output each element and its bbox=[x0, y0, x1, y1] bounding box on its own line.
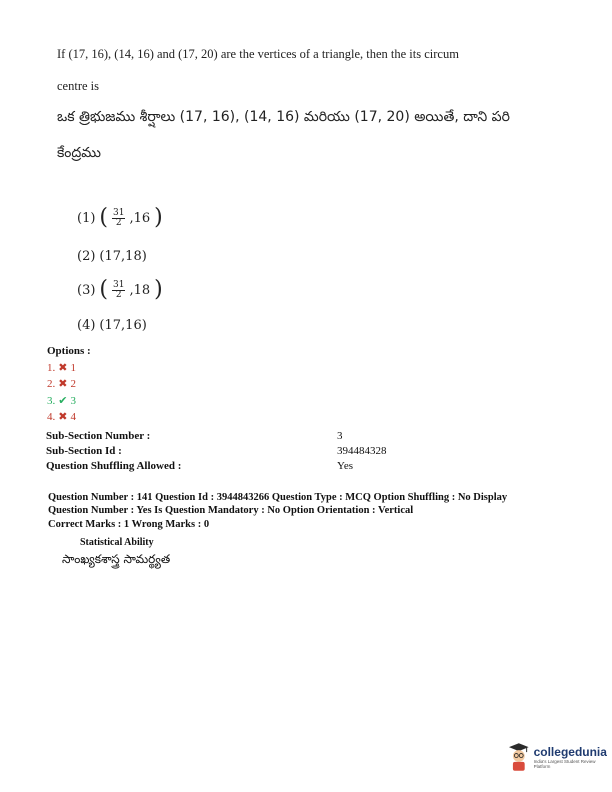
choice-number: (3) bbox=[77, 282, 96, 298]
choice-number: (4) bbox=[77, 318, 96, 333]
collegedunia-logo bbox=[508, 742, 612, 772]
option-item bbox=[47, 410, 76, 423]
question-text-english-line1: If (17, 16), (14, 16) and (17, 20) are the vertices of a triangle, then the its circum bbox=[57, 47, 459, 61]
sub-section-id-value: 394484328 bbox=[337, 445, 387, 457]
question-shuffling-label: Question Shuffling Allowed : bbox=[46, 460, 182, 472]
choice-rest: ,18 bbox=[129, 282, 151, 298]
question-text-telugu-line1: ఒక త్రిభుజము శీర్షాలు (17, 16), (14, 16) మరియు (17, 20) అయితే, దాని పరి bbox=[57, 109, 510, 125]
sub-section-id-label: Sub-Section Id : bbox=[46, 445, 122, 457]
option-value: 1 bbox=[70, 361, 76, 374]
question-marks: Correct Marks : 1 Wrong Marks : 0 bbox=[48, 519, 210, 530]
question-text-english-line2: centre is bbox=[57, 79, 99, 93]
section-title-english: Statistical Ability bbox=[80, 537, 154, 548]
choice-4 bbox=[77, 318, 147, 333]
choice-2 bbox=[77, 249, 147, 264]
choice-1 bbox=[77, 207, 163, 229]
paren-close: ) bbox=[154, 205, 163, 230]
mascot-icon bbox=[508, 742, 530, 772]
choice-number: (1) bbox=[77, 210, 96, 226]
option-item bbox=[47, 377, 76, 390]
wrong-mark-icon: ✖ bbox=[58, 362, 68, 374]
fraction-numerator: 31 bbox=[113, 207, 125, 218]
wrong-mark-icon: ✖ bbox=[58, 411, 68, 423]
option-index: 1. bbox=[47, 361, 56, 374]
paren-open: ( bbox=[99, 277, 109, 302]
option-item bbox=[47, 361, 76, 374]
fraction bbox=[112, 281, 125, 300]
fraction-numerator: 31 bbox=[113, 279, 125, 290]
choice-number: (2) bbox=[77, 249, 96, 264]
option-value: 2 bbox=[70, 377, 76, 390]
question-meta-line2: Question Number : Yes Is Question Mandatory : No Option Orientation : Vertical bbox=[48, 505, 414, 516]
paren-close: ) bbox=[154, 277, 163, 302]
choice-3 bbox=[77, 279, 163, 301]
logo-brand-name: collegedunia bbox=[533, 745, 607, 759]
option-index: 2. bbox=[47, 377, 56, 390]
correct-check-icon: ✔ bbox=[58, 395, 68, 407]
sub-section-number-label: Sub-Section Number : bbox=[46, 430, 151, 442]
choice-rest: ,16 bbox=[129, 210, 151, 226]
option-value: 4 bbox=[70, 410, 76, 423]
question-text-telugu-line2: కేంద్రము bbox=[57, 145, 101, 161]
question-shuffling-value: Yes bbox=[337, 460, 354, 472]
fraction-denominator: 2 bbox=[115, 217, 122, 228]
section-title-telugu: సాంఖ్యకశాస్త్ర సామర్థ్యత bbox=[62, 552, 171, 566]
wrong-mark-icon: ✖ bbox=[58, 378, 68, 390]
option-index: 3. bbox=[47, 394, 56, 407]
option-item bbox=[47, 394, 76, 407]
choice-text: (17,18) bbox=[99, 249, 147, 264]
fraction-denominator: 2 bbox=[115, 289, 122, 300]
paren-open: ( bbox=[99, 205, 109, 230]
option-index: 4. bbox=[47, 410, 56, 423]
options-heading: Options : bbox=[47, 345, 91, 357]
fraction bbox=[112, 209, 125, 228]
logo-tagline: India's Largest Student Review Platform bbox=[533, 759, 596, 769]
sub-section-number-value: 3 bbox=[337, 430, 343, 442]
choice-text: (17,16) bbox=[99, 318, 147, 333]
question-meta-line1: Question Number : 141 Question Id : 3944843266 Question Type : MCQ Option Shuffling : No Display bbox=[48, 492, 508, 503]
option-value: 3 bbox=[70, 394, 76, 407]
